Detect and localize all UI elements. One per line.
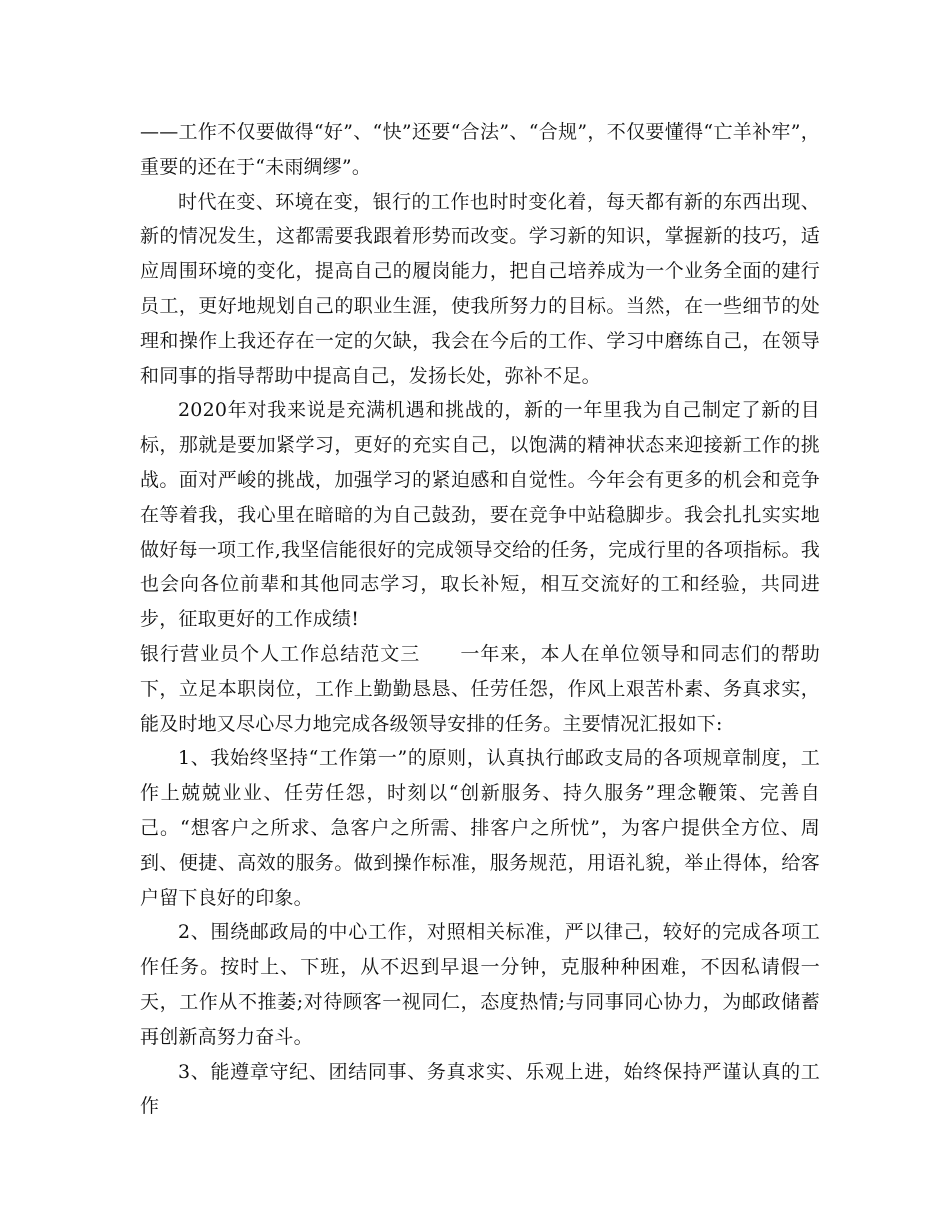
paragraph-intro-continuation: ——工作不仅要做得“好”、“快”还要“合法”、“合规”，不仅要懂得“亡羊补牢”，重要的还在于“未雨绸缪”。 [140, 121, 820, 178]
document-body [140, 115, 820, 1124]
paragraph-point-1: 1、我始终坚持“工作第一”的原则，认真执行邮政支局的各项规章制度，工作上兢兢业业、任劳任怨，时刻以“创新服务、持久服务”理念鞭策、完善自己。“想客户之所求、急客户之所需、排客户之所忧”，为客户提供全方位、周到、便捷、高效的服务。做到操作标准，服务规范，用语礼貌，举止得体，给客户留下良好的印象。 [140, 747, 820, 909]
paragraph-section-three-heading: 银行营业员个人工作总结范文三 一年来，本人在单位领导和同志们的帮助下，立足本职岗位，工作上勤勤恳恳、任劳任怨，作风上艰苦朴素、务真求实，能及时地又尽心尽力地完成各级领导安排的任务。主要情况汇报如下: [140, 642, 820, 735]
paragraph-2020-goals: 2020年对我来说是充满机遇和挑战的，新的一年里我为自己制定了新的目标，那就是要加紧学习，更好的充实自己，以饱满的精神状态来迎接新工作的挑战。面对严峻的挑战，加强学习的紧迫感和自觉性。今年会有更多的机会和竞争在等着我，我心里在暗暗的为自己鼓劲，要在竞争中站稳脚步。我会扎扎实实地做好每一项工作,我坚信能很好的完成领导交给的任务，完成行里的各项指标。我也会向各位前辈和其他同志学习，取长补短，相互交流好的工和经验，共同进步，征取更好的工作成绩! [140, 399, 820, 631]
paragraph-point-2: 2、围绕邮政局的中心工作，对照相关标准，严以律己，较好的完成各项工作任务。按时上、下班，从不迟到早退一分钟，克服种种困难，不因私请假一天，工作从不推萎;对待顾客一视同仁，态度热情;与同事同心协力，为邮政储蓄再创新高努力奋斗。 [140, 921, 820, 1048]
paragraph-point-3: 3、能遵章守纪、团结同事、务真求实、乐观上进，始终保持严谨认真的工作 [140, 1060, 820, 1118]
paragraph-times-changing: 时代在变、环境在变，银行的工作也时时变化着，每天都有新的东西出现、新的情况发生，这都需要我跟着形势而改变。学习新的知识，掌握新的技巧，适应周围环境的变化，提高自己的履岗能力，把自己培养成为一个业务全面的建行员工，更好地规划自己的职业生涯，使我所努力的目标。当然，在一些细节的处理和操作上我还存在一定的欠缺，我会在今后的工作、学习中磨练自己，在领导和同事的指导帮助中提高自己，发扬长处，弥补不足。 [140, 190, 820, 387]
